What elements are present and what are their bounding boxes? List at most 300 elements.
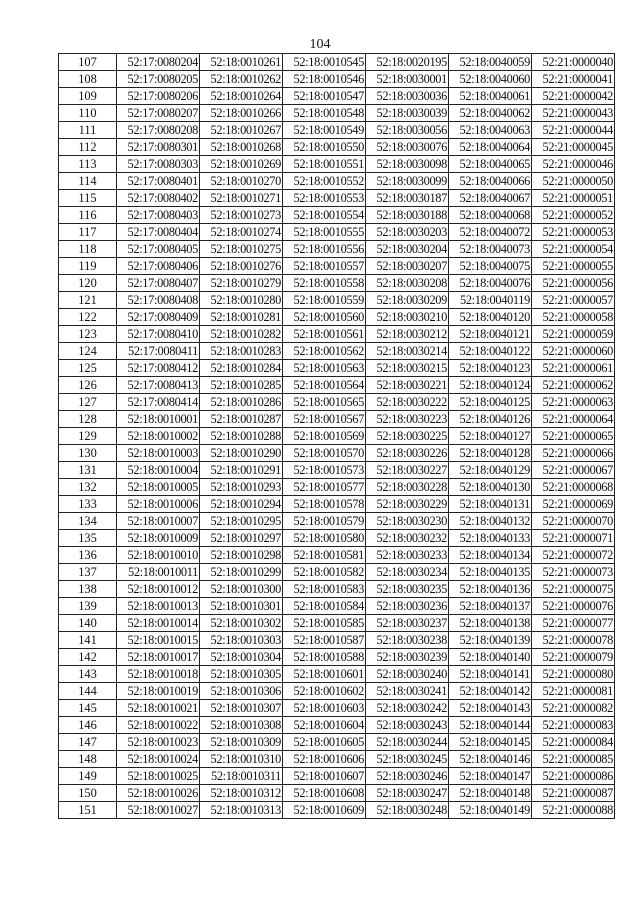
row-number-cell: 111 [59,122,117,139]
cadastral-number-cell: 52:18:0040061 [449,88,532,105]
row-number-cell: 109 [59,88,117,105]
row-number-cell: 108 [59,71,117,88]
row-number-cell: 129 [59,428,117,445]
cadastral-number-cell: 52:18:0010017 [117,649,200,666]
table-row [59,54,615,71]
cadastral-number-cell: 52:18:0030098 [366,156,449,173]
cadastral-number-cell: 52:18:0010584 [283,598,366,615]
table-row [59,683,615,700]
cadastral-number-cell: 52:21:0000080 [532,666,615,683]
row-number-cell: 137 [59,564,117,581]
cadastral-number-cell: 52:18:0010304 [200,649,283,666]
cadastral-number-cell: 52:18:0010300 [200,581,283,598]
cadastral-number-cell: 52:18:0010583 [283,581,366,598]
table-row [59,581,615,598]
row-number-cell: 138 [59,581,117,598]
cadastral-number-cell: 52:21:0000087 [532,785,615,802]
cadastral-number-cell: 52:18:0030209 [366,292,449,309]
cadastral-number-cell: 52:18:0040146 [449,751,532,768]
cadastral-number-cell: 52:18:0030225 [366,428,449,445]
cadastral-number-cell: 52:18:0040067 [449,190,532,207]
cadastral-number-cell: 52:18:0010287 [200,411,283,428]
cadastral-number-cell: 52:18:0010601 [283,666,366,683]
table-row [59,292,615,309]
cadastral-number-cell: 52:18:0040141 [449,666,532,683]
cadastral-number-cell: 52:18:0010022 [117,717,200,734]
cadastral-number-cell: 52:18:0010552 [283,173,366,190]
cadastral-number-cell: 52:18:0030229 [366,496,449,513]
cadastral-number-cell: 52:18:0010298 [200,547,283,564]
row-number-cell: 112 [59,139,117,156]
cadastral-number-cell: 52:17:0080403 [117,207,200,224]
cadastral-number-cell: 52:18:0040131 [449,496,532,513]
cadastral-number-cell: 52:18:0010557 [283,258,366,275]
cadastral-number-cell: 52:18:0040142 [449,683,532,700]
cadastral-number-cell: 52:17:0080405 [117,241,200,258]
cadastral-number-cell: 52:21:0000079 [532,649,615,666]
row-number-cell: 141 [59,632,117,649]
cadastral-number-cell: 52:18:0040119 [449,292,532,309]
cadastral-number-cell: 52:18:0010269 [200,156,283,173]
cadastral-number-cell: 52:18:0010312 [200,785,283,802]
cadastral-number-cell: 52:18:0010606 [283,751,366,768]
cadastral-number-cell: 52:18:0010556 [283,241,366,258]
row-number-cell: 128 [59,411,117,428]
cadastral-number-cell: 52:18:0040066 [449,173,532,190]
table-row [59,768,615,785]
cadastral-number-cell: 52:18:0030236 [366,598,449,615]
row-number-cell: 139 [59,598,117,615]
row-number-cell: 126 [59,377,117,394]
cadastral-number-cell: 52:18:0040133 [449,530,532,547]
cadastral-number-cell: 52:18:0010026 [117,785,200,802]
cadastral-number-cell: 52:18:0010549 [283,122,366,139]
table-row [59,377,615,394]
cadastral-number-cell: 52:18:0010288 [200,428,283,445]
cadastral-number-cell: 52:18:0010293 [200,479,283,496]
cadastral-number-cell: 52:18:0030248 [366,802,449,819]
cadastral-number-cell: 52:18:0030076 [366,139,449,156]
cadastral-number-cell: 52:18:0040126 [449,411,532,428]
cadastral-number-cell: 52:18:0010569 [283,428,366,445]
cadastral-number-cell: 52:17:0080407 [117,275,200,292]
cadastral-number-cell: 52:21:0000040 [532,54,615,71]
cadastral-number-cell: 52:21:0000073 [532,564,615,581]
cadastral-number-cell: 52:18:0010553 [283,190,366,207]
cadastral-number-cell: 52:18:0010285 [200,377,283,394]
cadastral-number-cell: 52:17:0080404 [117,224,200,241]
table-row [59,564,615,581]
table-row [59,207,615,224]
cadastral-number-cell: 52:18:0040122 [449,343,532,360]
cadastral-number-cell: 52:18:0010025 [117,768,200,785]
cadastral-number-cell: 52:18:0030204 [366,241,449,258]
cadastral-number-cell: 52:18:0030237 [366,615,449,632]
cadastral-number-cell: 52:18:0030215 [366,360,449,377]
cadastral-number-cell: 52:18:0010015 [117,632,200,649]
cadastral-number-cell: 52:21:0000072 [532,547,615,564]
cadastral-number-cell: 52:18:0040062 [449,105,532,122]
cadastral-number-cell: 52:18:0040076 [449,275,532,292]
cadastral-number-cell: 52:21:0000057 [532,292,615,309]
cadastral-number-cell: 52:18:0010011 [117,564,200,581]
cadastral-number-cell: 52:18:0010261 [200,54,283,71]
cadastral-number-cell: 52:21:0000071 [532,530,615,547]
table-row [59,530,615,547]
row-number-cell: 134 [59,513,117,530]
cadastral-number-cell: 52:18:0010303 [200,632,283,649]
cadastral-number-cell: 52:21:0000078 [532,632,615,649]
cadastral-number-cell: 52:21:0000042 [532,88,615,105]
table-row [59,309,615,326]
row-number-cell: 116 [59,207,117,224]
cadastral-number-cell: 52:18:0010588 [283,649,366,666]
cadastral-number-cell: 52:18:0010010 [117,547,200,564]
table-row [59,343,615,360]
table-row [59,411,615,428]
cadastral-number-cell: 52:18:0010006 [117,496,200,513]
cadastral-number-cell: 52:18:0040129 [449,462,532,479]
cadastral-number-cell: 52:18:0030214 [366,343,449,360]
cadastral-number-cell: 52:18:0040148 [449,785,532,802]
row-number-cell: 130 [59,445,117,462]
row-number-cell: 146 [59,717,117,734]
table-row [59,71,615,88]
cadastral-number-cell: 52:21:0000059 [532,326,615,343]
row-number-cell: 120 [59,275,117,292]
cadastral-number-cell: 52:18:0040145 [449,734,532,751]
cadastral-number-cell: 52:18:0030188 [366,207,449,224]
cadastral-number-cell: 52:21:0000053 [532,224,615,241]
row-number-cell: 147 [59,734,117,751]
cadastral-number-cell: 52:18:0030244 [366,734,449,751]
cadastral-number-cell: 52:17:0080412 [117,360,200,377]
cadastral-number-cell: 52:18:0030222 [366,394,449,411]
cadastral-number-cell: 52:18:0030001 [366,71,449,88]
cadastral-number-cell: 52:18:0010555 [283,224,366,241]
row-number-cell: 113 [59,156,117,173]
cadastral-number-table [58,53,615,819]
cadastral-number-cell: 52:18:0010564 [283,377,366,394]
row-number-cell: 132 [59,479,117,496]
cadastral-number-cell: 52:21:0000069 [532,496,615,513]
cadastral-number-cell: 52:18:0010019 [117,683,200,700]
row-number-cell: 121 [59,292,117,309]
table-row [59,122,615,139]
cadastral-number-cell: 52:18:0010604 [283,717,366,734]
cadastral-number-cell: 52:18:0040120 [449,309,532,326]
cadastral-number-cell: 52:18:0010021 [117,700,200,717]
cadastral-number-cell: 52:18:0030228 [366,479,449,496]
cadastral-number-cell: 52:18:0010297 [200,530,283,547]
table-row [59,700,615,717]
cadastral-number-cell: 52:18:0030246 [366,768,449,785]
cadastral-number-cell: 52:21:0000068 [532,479,615,496]
cadastral-number-cell: 52:18:0040065 [449,156,532,173]
cadastral-number-cell: 52:18:0010605 [283,734,366,751]
cadastral-number-cell: 52:21:0000060 [532,343,615,360]
cadastral-number-cell: 52:18:0030240 [366,666,449,683]
row-number-cell: 131 [59,462,117,479]
cadastral-number-cell: 52:18:0010306 [200,683,283,700]
cadastral-number-cell: 52:18:0040059 [449,54,532,71]
row-number-cell: 149 [59,768,117,785]
cadastral-number-cell: 52:18:0010582 [283,564,366,581]
table-row [59,88,615,105]
cadastral-number-cell: 52:18:0010313 [200,802,283,819]
cadastral-number-cell: 52:18:0010005 [117,479,200,496]
cadastral-number-cell: 52:18:0030235 [366,581,449,598]
cadastral-number-cell: 52:17:0080208 [117,122,200,139]
table-row [59,326,615,343]
cadastral-number-cell: 52:18:0030243 [366,717,449,734]
cadastral-number-cell: 52:17:0080410 [117,326,200,343]
row-number-cell: 122 [59,309,117,326]
cadastral-number-cell: 52:18:0030239 [366,649,449,666]
cadastral-number-cell: 52:21:0000064 [532,411,615,428]
cadastral-number-cell: 52:18:0040064 [449,139,532,156]
row-number-cell: 150 [59,785,117,802]
cadastral-number-cell: 52:18:0010018 [117,666,200,683]
table-row [59,751,615,768]
cadastral-number-cell: 52:21:0000055 [532,258,615,275]
cadastral-number-cell: 52:18:0040072 [449,224,532,241]
cadastral-number-cell: 52:18:0010573 [283,462,366,479]
row-number-cell: 114 [59,173,117,190]
cadastral-number-cell: 52:18:0010281 [200,309,283,326]
cadastral-number-cell: 52:21:0000044 [532,122,615,139]
cadastral-number-cell: 52:17:0080411 [117,343,200,360]
row-number-cell: 136 [59,547,117,564]
table-row [59,224,615,241]
cadastral-number-cell: 52:18:0040143 [449,700,532,717]
table-row [59,479,615,496]
cadastral-number-cell: 52:18:0010012 [117,581,200,598]
cadastral-number-cell: 52:17:0080204 [117,54,200,71]
cadastral-number-cell: 52:18:0040140 [449,649,532,666]
cadastral-number-cell: 52:18:0010270 [200,173,283,190]
cadastral-number-cell: 52:18:0030036 [366,88,449,105]
cadastral-number-cell: 52:18:0030223 [366,411,449,428]
cadastral-number-cell: 52:18:0040125 [449,394,532,411]
table-row [59,496,615,513]
cadastral-number-cell: 52:18:0010587 [283,632,366,649]
cadastral-number-cell: 52:17:0080205 [117,71,200,88]
cadastral-number-cell: 52:21:0000083 [532,717,615,734]
cadastral-number-cell: 52:21:0000054 [532,241,615,258]
cadastral-number-cell: 52:18:0010013 [117,598,200,615]
row-number-cell: 118 [59,241,117,258]
row-number-cell: 144 [59,683,117,700]
cadastral-number-cell: 52:18:0040127 [449,428,532,445]
cadastral-number-cell: 52:18:0030187 [366,190,449,207]
cadastral-number-cell: 52:21:0000056 [532,275,615,292]
table-row [59,173,615,190]
cadastral-number-cell: 52:18:0010282 [200,326,283,343]
cadastral-number-cell: 52:18:0030241 [366,683,449,700]
row-number-cell: 140 [59,615,117,632]
cadastral-number-cell: 52:18:0010579 [283,513,366,530]
cadastral-number-cell: 52:21:0000045 [532,139,615,156]
cadastral-number-cell: 52:18:0030208 [366,275,449,292]
cadastral-number-cell: 52:18:0040075 [449,258,532,275]
cadastral-number-cell: 52:21:0000066 [532,445,615,462]
table-row [59,445,615,462]
cadastral-number-cell: 52:21:0000081 [532,683,615,700]
cadastral-number-cell: 52:18:0010545 [283,54,366,71]
cadastral-number-cell: 52:18:0030226 [366,445,449,462]
table-row [59,190,615,207]
cadastral-number-cell: 52:18:0010280 [200,292,283,309]
row-number-cell: 145 [59,700,117,717]
cadastral-number-cell: 52:18:0010027 [117,802,200,819]
cadastral-number-cell: 52:18:0010565 [283,394,366,411]
cadastral-number-cell: 52:18:0010580 [283,530,366,547]
cadastral-number-cell: 52:18:0010276 [200,258,283,275]
cadastral-number-cell: 52:18:0010548 [283,105,366,122]
cadastral-number-cell: 52:18:0010262 [200,71,283,88]
cadastral-number-cell: 52:17:0080406 [117,258,200,275]
cadastral-number-cell: 52:18:0010001 [117,411,200,428]
cadastral-number-cell: 52:18:0040144 [449,717,532,734]
cadastral-number-cell: 52:18:0010023 [117,734,200,751]
cadastral-number-cell: 52:18:0040149 [449,802,532,819]
cadastral-number-cell: 52:18:0030233 [366,547,449,564]
cadastral-number-cell: 52:18:0020195 [366,54,449,71]
cadastral-number-cell: 52:21:0000067 [532,462,615,479]
cadastral-number-cell: 52:17:0080402 [117,190,200,207]
cadastral-number-cell: 52:18:0040121 [449,326,532,343]
cadastral-number-cell: 52:18:0040128 [449,445,532,462]
cadastral-number-cell: 52:18:0010570 [283,445,366,462]
cadastral-number-cell: 52:18:0010305 [200,666,283,683]
cadastral-number-cell: 52:18:0010551 [283,156,366,173]
cadastral-number-cell: 52:18:0010603 [283,700,366,717]
cadastral-number-cell: 52:18:0010567 [283,411,366,428]
cadastral-number-cell: 52:18:0010007 [117,513,200,530]
cadastral-number-cell: 52:21:0000063 [532,394,615,411]
cadastral-number-cell: 52:18:0010003 [117,445,200,462]
cadastral-number-cell: 52:18:0010302 [200,615,283,632]
row-number-cell: 110 [59,105,117,122]
cadastral-number-cell: 52:18:0040123 [449,360,532,377]
cadastral-number-cell: 52:18:0040130 [449,479,532,496]
cadastral-number-cell: 52:17:0080408 [117,292,200,309]
cadastral-number-cell: 52:18:0010024 [117,751,200,768]
cadastral-number-cell: 52:21:0000070 [532,513,615,530]
cadastral-number-cell: 52:18:0040124 [449,377,532,394]
cadastral-number-cell: 52:18:0010268 [200,139,283,156]
cadastral-number-cell: 52:18:0010274 [200,224,283,241]
cadastral-number-cell: 52:18:0010585 [283,615,366,632]
cadastral-number-cell: 52:18:0030056 [366,122,449,139]
table-row [59,428,615,445]
cadastral-number-cell: 52:18:0030099 [366,173,449,190]
table-row [59,717,615,734]
cadastral-number-cell: 52:18:0040068 [449,207,532,224]
cadastral-number-cell: 52:18:0010546 [283,71,366,88]
table-row [59,241,615,258]
cadastral-number-cell: 52:18:0040138 [449,615,532,632]
table-row [59,360,615,377]
table-row [59,258,615,275]
cadastral-number-cell: 52:18:0010299 [200,564,283,581]
cadastral-number-cell: 52:18:0030230 [366,513,449,530]
row-number-cell: 133 [59,496,117,513]
row-number-cell: 107 [59,54,117,71]
cadastral-number-cell: 52:18:0010561 [283,326,366,343]
cadastral-number-cell: 52:17:0080207 [117,105,200,122]
cadastral-number-cell: 52:21:0000077 [532,615,615,632]
cadastral-number-cell: 52:21:0000082 [532,700,615,717]
cadastral-number-cell: 52:17:0080401 [117,173,200,190]
cadastral-number-cell: 52:18:0010275 [200,241,283,258]
row-number-cell: 151 [59,802,117,819]
cadastral-number-cell: 52:18:0040147 [449,768,532,785]
cadastral-number-cell: 52:21:0000065 [532,428,615,445]
cadastral-number-cell: 52:18:0010294 [200,496,283,513]
cadastral-number-cell: 52:18:0030232 [366,530,449,547]
cadastral-number-cell: 52:21:0000051 [532,190,615,207]
cadastral-number-cell: 52:18:0010279 [200,275,283,292]
table-row [59,615,615,632]
cadastral-number-cell: 52:17:0080206 [117,88,200,105]
cadastral-number-cell: 52:18:0040137 [449,598,532,615]
cadastral-number-cell: 52:18:0010310 [200,751,283,768]
cadastral-number-cell: 52:18:0010554 [283,207,366,224]
row-number-cell: 117 [59,224,117,241]
row-number-cell: 148 [59,751,117,768]
table-row [59,802,615,819]
cadastral-number-cell: 52:18:0010014 [117,615,200,632]
cadastral-number-cell: 52:18:0030245 [366,751,449,768]
cadastral-number-cell: 52:18:0040139 [449,632,532,649]
cadastral-number-cell: 52:18:0010307 [200,700,283,717]
cadastral-number-cell: 52:17:0080413 [117,377,200,394]
table-row [59,598,615,615]
row-number-cell: 124 [59,343,117,360]
cadastral-number-cell: 52:18:0030242 [366,700,449,717]
cadastral-number-cell: 52:21:0000088 [532,802,615,819]
table-row [59,632,615,649]
cadastral-number-cell: 52:18:0010560 [283,309,366,326]
cadastral-number-cell: 52:18:0010286 [200,394,283,411]
row-number-cell: 123 [59,326,117,343]
table-row [59,105,615,122]
row-number-cell: 142 [59,649,117,666]
cadastral-number-cell: 52:21:0000052 [532,207,615,224]
table-row [59,156,615,173]
row-number-cell: 143 [59,666,117,683]
cadastral-number-cell: 52:21:0000085 [532,751,615,768]
cadastral-number-cell: 52:17:0080414 [117,394,200,411]
cadastral-number-cell: 52:18:0010602 [283,683,366,700]
cadastral-number-cell: 52:18:0010578 [283,496,366,513]
cadastral-number-cell: 52:21:0000041 [532,71,615,88]
row-number-cell: 119 [59,258,117,275]
cadastral-number-cell: 52:18:0030212 [366,326,449,343]
cadastral-number-cell: 52:18:0010264 [200,88,283,105]
cadastral-number-cell: 52:18:0010562 [283,343,366,360]
cadastral-number-cell: 52:21:0000046 [532,156,615,173]
table-row [59,734,615,751]
cadastral-number-cell: 52:18:0010311 [200,768,283,785]
cadastral-number-cell: 52:18:0010558 [283,275,366,292]
cadastral-number-cell: 52:18:0010608 [283,785,366,802]
table-row [59,462,615,479]
cadastral-number-cell: 52:18:0010563 [283,360,366,377]
cadastral-number-cell: 52:18:0030039 [366,105,449,122]
